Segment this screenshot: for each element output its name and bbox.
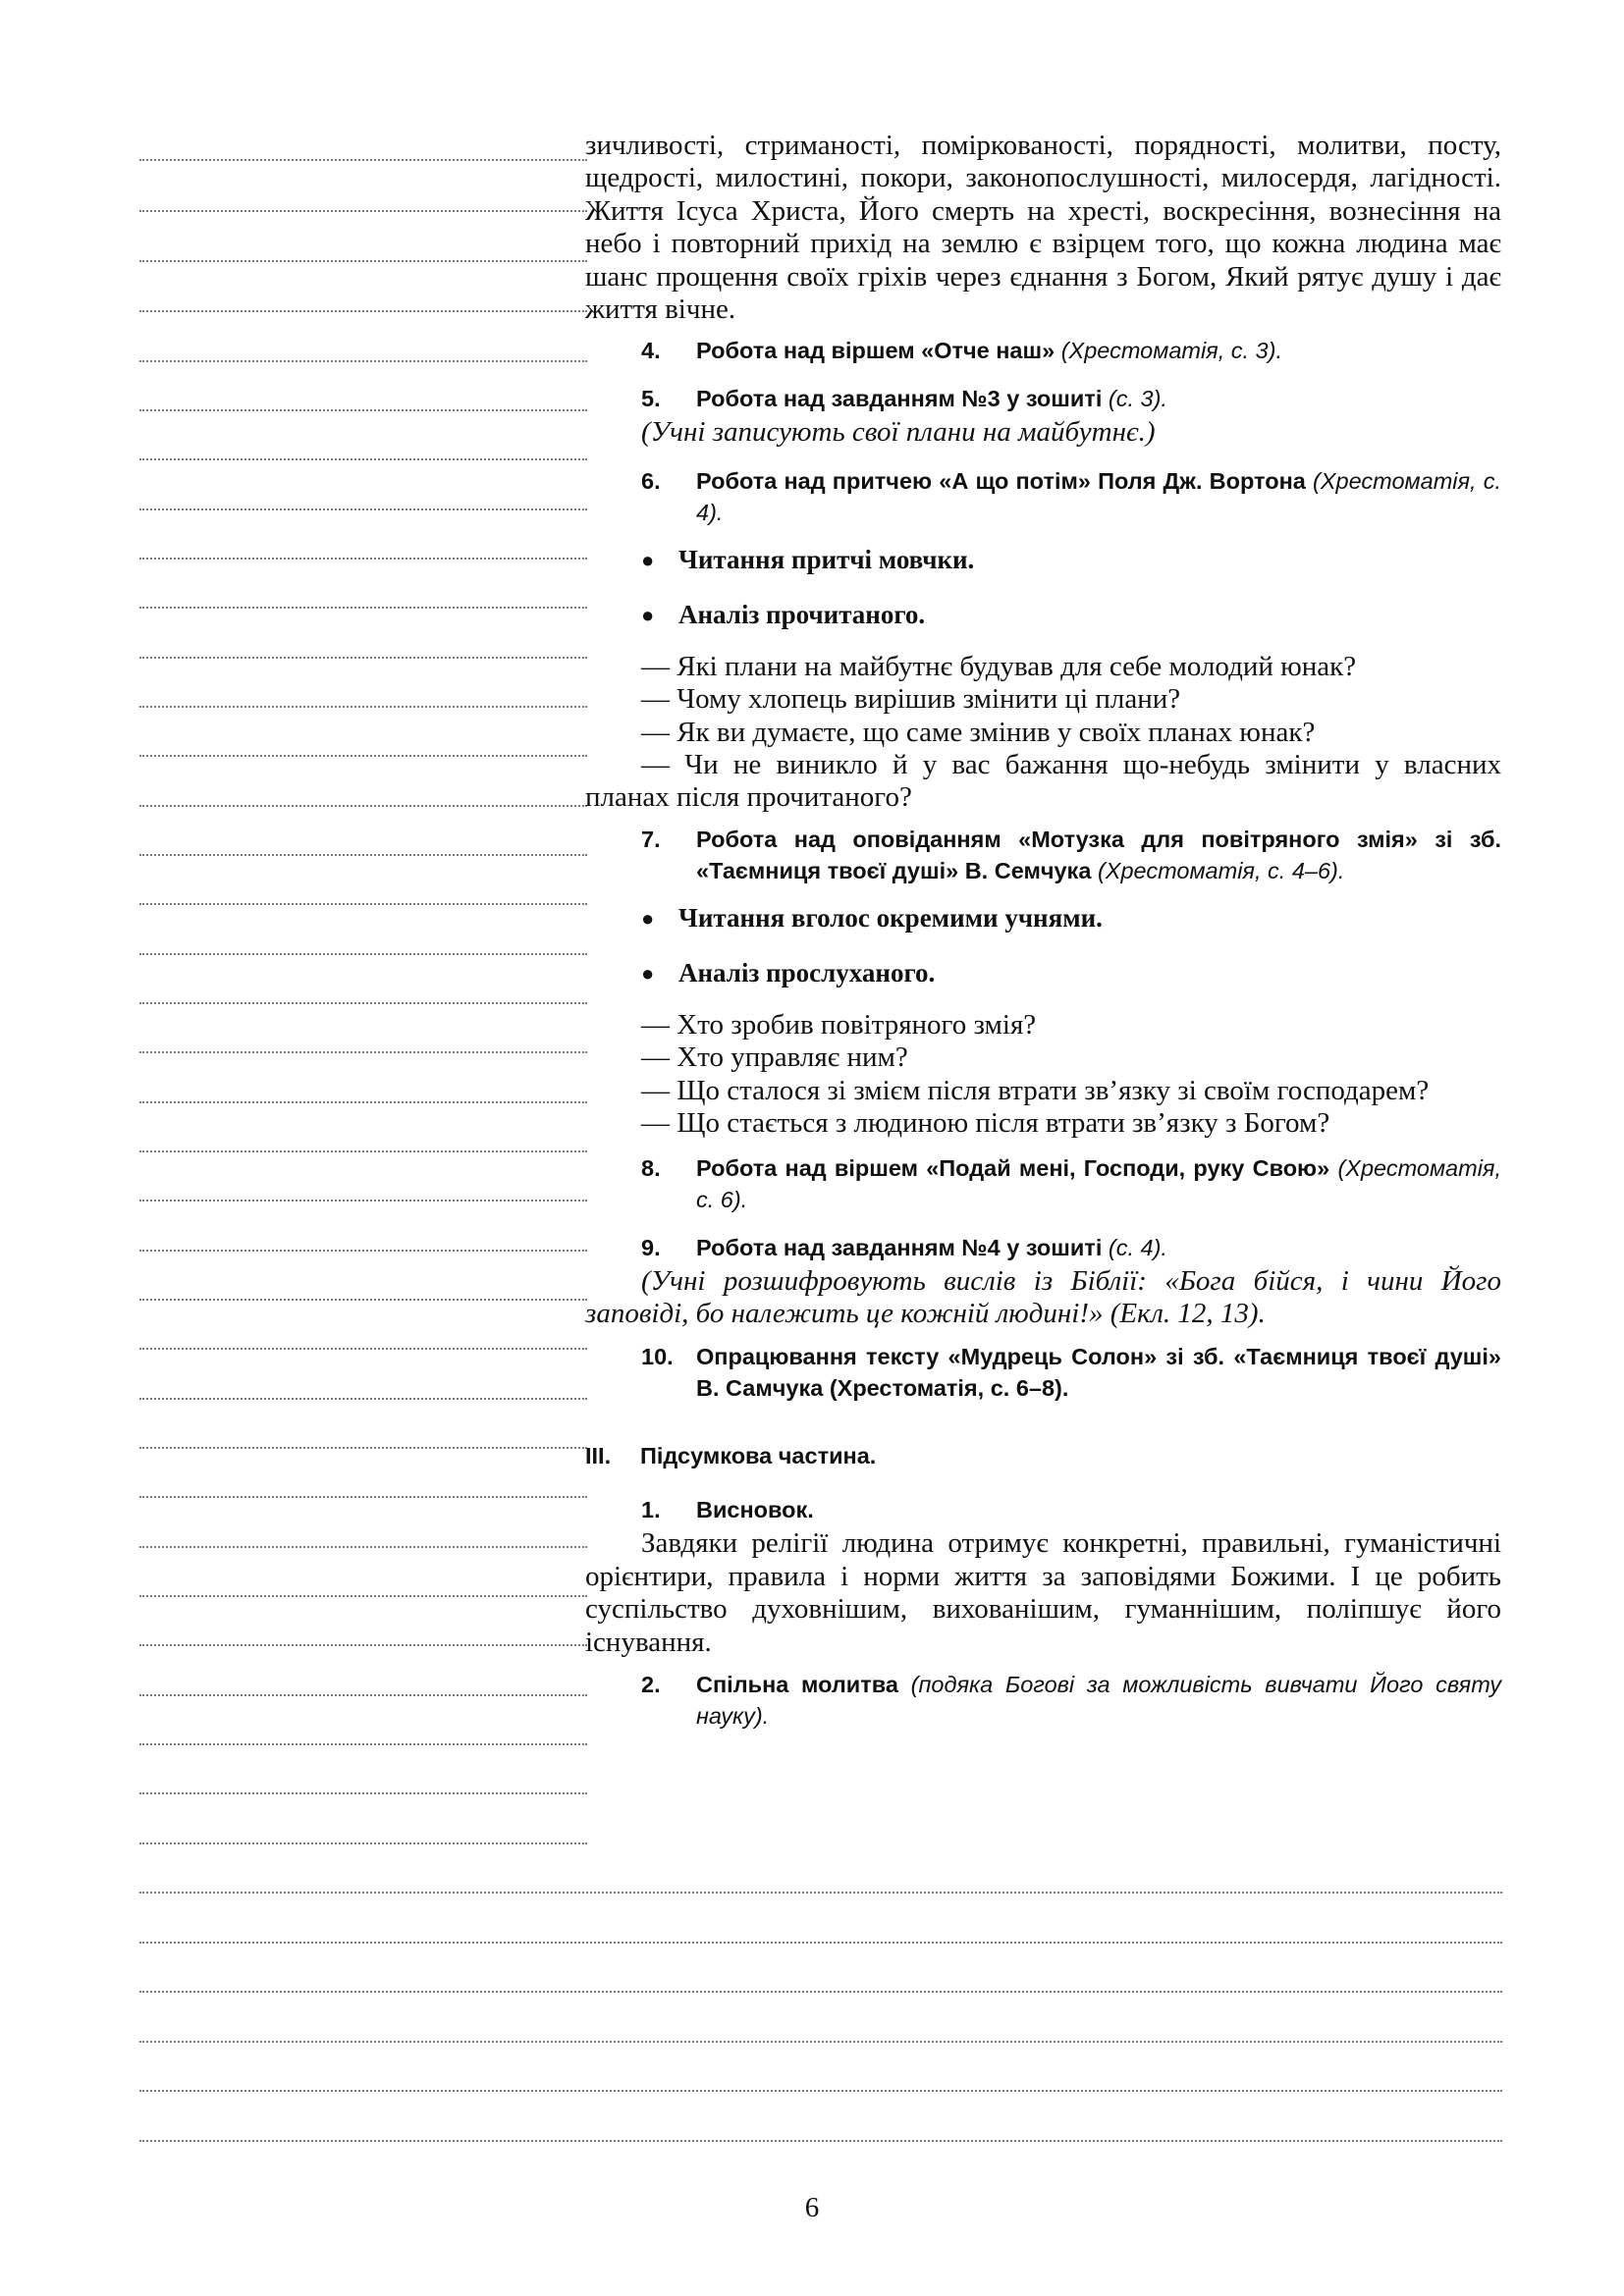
item-text <box>696 1232 1501 1263</box>
item-10-heading <box>585 1341 1501 1404</box>
item-title: Висновок. <box>696 1497 814 1523</box>
note-line <box>139 953 587 955</box>
question-list <box>585 651 1501 815</box>
question: — Що сталося зі змієм після втрати зв’язку зі своїм господарем? <box>641 1074 1430 1106</box>
note-line <box>139 1200 587 1201</box>
section-3-heading <box>585 1440 1501 1471</box>
item-reference: (Хрестоматія, с. 4). <box>696 467 1502 525</box>
item-number: 7. <box>641 826 661 852</box>
note-line <box>139 1743 587 1745</box>
item-reference: (Хрестоматія, с. 6). <box>696 1154 1502 1212</box>
item-5-heading <box>585 383 1501 414</box>
item-number: 1. <box>641 1497 661 1523</box>
final-2-heading <box>585 1669 1501 1732</box>
item-title: Робота над притчею «А що потім» Поля Дж. Вортона <box>696 467 1306 494</box>
question: — Хто зробив повітряного змія? <box>641 1008 1037 1041</box>
item-5-comment: (Учні записують свої плани на майбутнє.) <box>641 416 1156 449</box>
note-line <box>139 755 587 757</box>
note-line <box>139 1842 587 1844</box>
note-line <box>139 210 587 212</box>
question: — Що стається з людиною після втрати зв’язку з Богом? <box>641 1107 1330 1140</box>
note-line <box>139 360 587 362</box>
item-number: 10. <box>641 1344 674 1370</box>
note-line <box>139 1991 1502 1993</box>
intro-paragraph: зичливості, стриманості, поміркованості, порядності, молитви, посту, щедрості, милостині, покори, законопослушності, милосердя, лагідності. Життя Ісуса Христа, Його смерть на хресті, воскресіння, вознесіння на небо і повторний прихід на землю є взірцем того, що кожна людина має шанс прощення своїх гріхів через єднання з Богом, Який рятує душу і дає життя вічне. <box>585 130 1501 326</box>
question: — Чому хлопець вирішив змінити ці плани? <box>641 683 1181 716</box>
note-line <box>139 1892 1502 1894</box>
section-title: Підсумкова частина. <box>640 1443 877 1469</box>
item-number: 5. <box>641 386 661 412</box>
bullet-icon: ● <box>641 547 655 572</box>
item-9-heading <box>585 1232 1501 1263</box>
item-number: 8. <box>641 1154 661 1181</box>
note-line <box>139 805 587 807</box>
item-title: Робота над віршем «Отче наш» <box>696 338 1056 364</box>
note-line <box>139 409 587 411</box>
question: — Чи не виникло й у вас бажання що-небудь змінити у власних планах після прочитаного? <box>585 749 1501 814</box>
bullet-icon: ● <box>641 602 655 627</box>
note-line <box>139 1398 587 1400</box>
note-line <box>139 2041 1502 2043</box>
item-title: Робота над завданням №3 у зошиті <box>696 386 1103 412</box>
note-line <box>139 657 587 659</box>
note-line <box>139 1546 587 1548</box>
item-number: 2. <box>641 1671 661 1697</box>
item-title: Спільна молитва <box>696 1671 898 1697</box>
item-title: Опрацювання тексту «Мудрець Солон» зі зб. «Таємниця твоєї душі» В. Самчука (Хрестоматія, с. 6–8). <box>696 1344 1501 1402</box>
item-text <box>696 1152 1501 1215</box>
bullet-text: Аналіз прослуханого. <box>678 957 936 988</box>
conclusion-paragraph: Завдяки релігії людина отримує конкретні, правильні, гуманістичні орієнтири, правила і норми життя за заповідями Божими. І це робить суспільство духовнішим, вихованішим, гуманнішим, поліпшує його існування. <box>585 1527 1501 1658</box>
note-line <box>139 458 587 460</box>
bullet-item <box>585 902 1501 934</box>
note-line <box>139 1644 587 1646</box>
note-line <box>139 1496 587 1498</box>
item-text <box>696 383 1501 414</box>
item-number: 4. <box>641 338 661 364</box>
bullet-text: Читання притчі мовчки. <box>678 544 975 574</box>
item-6-heading <box>585 465 1501 528</box>
note-line <box>139 159 587 161</box>
item-number: 9. <box>641 1234 661 1260</box>
item-title: Робота над завданням №4 у зошиті <box>696 1234 1103 1260</box>
note-line <box>139 1051 587 1053</box>
item-title: Робота над віршем «Подай мені, Господи, руку Свою» <box>696 1154 1330 1181</box>
item-text <box>696 335 1501 366</box>
item-text <box>696 824 1501 886</box>
note-line <box>139 2140 1502 2142</box>
item-reference: (подяка Богові за можливість вивчати Його святу науку). <box>696 1671 1502 1729</box>
bullet-item <box>585 599 1501 631</box>
item-reference: (с. 4). <box>1108 1234 1167 1260</box>
page-number: 6 <box>804 2192 820 2223</box>
note-line <box>139 260 587 262</box>
note-line <box>139 1942 1502 1944</box>
section-number: III. <box>585 1443 612 1469</box>
note-line <box>139 1595 587 1597</box>
bullet-text: Аналіз прочитаного. <box>678 599 926 629</box>
bullet-icon: ● <box>641 960 655 986</box>
note-line <box>139 558 587 560</box>
item-9-comment: (Учні розшифровують вислів із Біблії: «Бога бійся, і чини Його заповіді, бо належить це кожній людині!» (Екл. 12, 13). <box>585 1264 1501 1329</box>
note-line <box>139 310 587 312</box>
question: — Які плани на майбутнє будував для себе молодий юнак? <box>641 650 1357 682</box>
note-line <box>139 1002 587 1004</box>
final-1-heading <box>585 1494 1501 1525</box>
question: — Як ви думаєте, що саме змінив у своїх планах юнак? <box>641 716 1316 748</box>
item-text <box>696 465 1501 528</box>
note-line <box>139 1792 587 1794</box>
item-title: Робота над оповіданням «Мотузка для повітряного змія» зі зб. «Таємниця твоєї душі» В. Семчука <box>696 826 1501 883</box>
note-line <box>139 1101 587 1103</box>
bullet-icon: ● <box>641 905 655 931</box>
note-line <box>139 508 587 510</box>
item-text <box>696 1669 1501 1732</box>
item-reference: (Хрестоматія, с. 4–6). <box>1097 857 1345 883</box>
note-line <box>139 854 587 856</box>
question: — Хто управляє ним? <box>641 1041 908 1074</box>
note-line <box>139 706 587 708</box>
note-line <box>139 1447 587 1449</box>
main-text <box>585 130 1501 1732</box>
note-line <box>139 1250 587 1252</box>
note-line <box>139 1150 587 1152</box>
bullet-item <box>585 544 1501 576</box>
item-reference: (с. 3). <box>1108 386 1167 412</box>
bullet-text: Читання вголос окремими учнями. <box>678 902 1103 933</box>
note-line <box>139 607 587 609</box>
question-list <box>585 1009 1501 1141</box>
item-reference: (Хрестоматія, с. 3). <box>1060 338 1283 364</box>
note-line <box>139 1694 587 1696</box>
item-number: 6. <box>641 467 661 494</box>
note-line <box>139 2090 1502 2092</box>
note-line <box>139 1348 587 1350</box>
item-4-heading <box>585 335 1501 366</box>
item-7-heading <box>585 824 1501 886</box>
note-line <box>139 903 587 905</box>
item-8-heading <box>585 1152 1501 1215</box>
note-line <box>139 1299 587 1301</box>
bullet-item <box>585 957 1501 989</box>
